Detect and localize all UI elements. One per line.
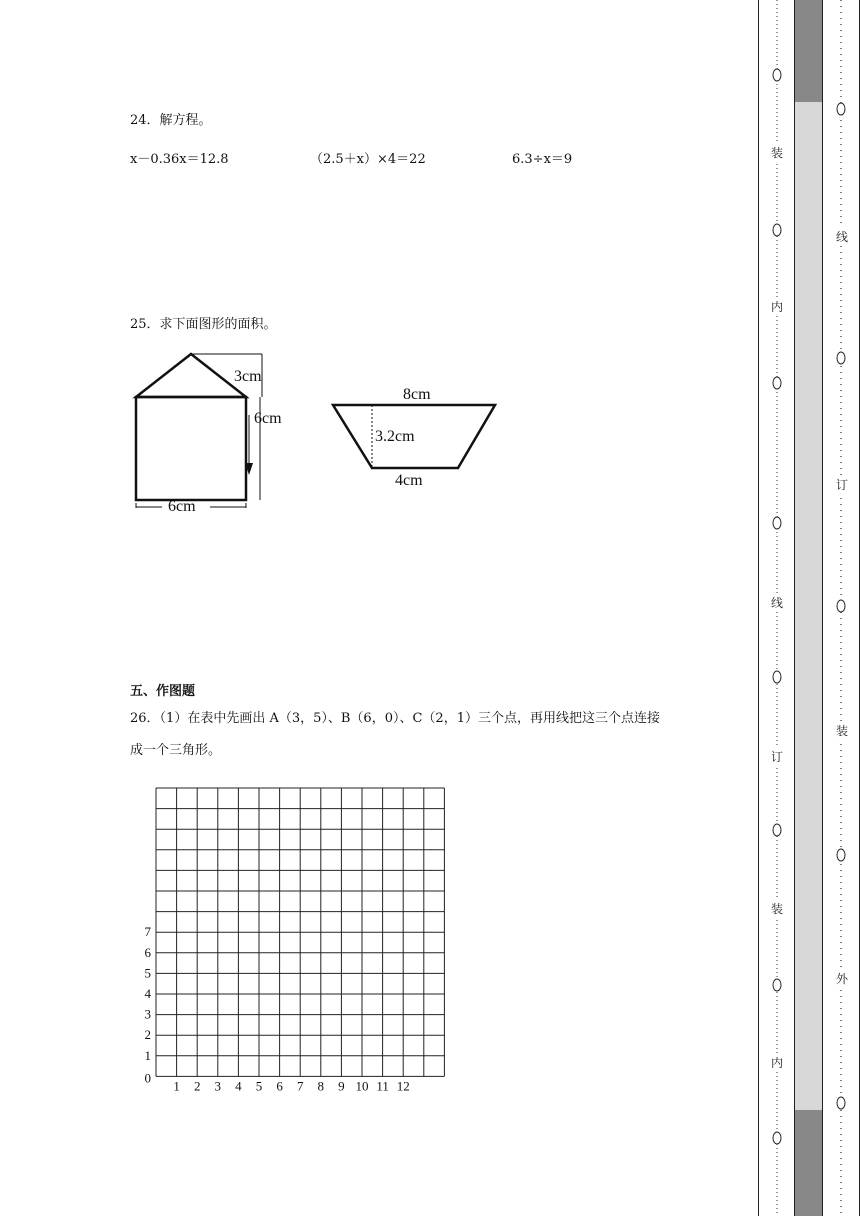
inner-char-4: 订 xyxy=(771,750,784,764)
inner-char-6: 内 xyxy=(771,1056,784,1070)
x-tick-label: 7 xyxy=(296,1078,304,1094)
y-tick-label: 7 xyxy=(144,924,151,940)
q24-equation-1: x－0.36x＝12.8 xyxy=(130,152,229,167)
x-tick-label: 1 xyxy=(173,1078,180,1094)
q24-equation-2: （2.5＋x）×4＝22 xyxy=(310,152,426,167)
inner-char-5: 装 xyxy=(771,902,784,916)
y-tick-label: 1 xyxy=(144,1047,151,1063)
trapezoid-height-label: 3.2cm xyxy=(375,428,415,445)
y-tick-label: 0 xyxy=(144,1070,151,1086)
inner-char-3: 线 xyxy=(771,596,784,610)
q25-title: 25．求下面图形的面积。 xyxy=(130,317,277,332)
y-tick-label: 5 xyxy=(144,965,151,981)
margin-strip-middle xyxy=(795,102,822,1110)
x-tick-label: 3 xyxy=(214,1078,222,1094)
coordinate-grid xyxy=(130,780,460,1100)
q26-line-1: 26．（1）在表中先画出 A（3，5）、B（6，0）、C（2，1）三个点，再用线把这三个点连接 xyxy=(130,711,660,726)
y-tick-label: 6 xyxy=(144,944,151,960)
margin-border-left xyxy=(758,0,759,1216)
x-tick-label: 8 xyxy=(317,1078,325,1094)
margin-strip-bottom xyxy=(795,1110,822,1216)
margin-divider-2 xyxy=(822,0,823,1216)
trapezoid-top-label: 8cm xyxy=(403,386,431,403)
y-tick-label: 2 xyxy=(144,1027,151,1043)
figure-trapezoid xyxy=(325,380,505,490)
outer-char-4: 外 xyxy=(836,972,849,986)
margin-strip-top xyxy=(795,0,822,102)
inner-char-2: 内 xyxy=(771,300,784,314)
x-tick-label: 12 xyxy=(396,1078,410,1094)
x-tick-label: 2 xyxy=(193,1078,201,1094)
x-tick-label: 6 xyxy=(276,1078,283,1094)
figure-house-shape xyxy=(120,345,310,520)
triangle-height-label: 3cm xyxy=(234,368,262,385)
inner-char-1: 装 xyxy=(771,146,784,160)
y-tick-label: 4 xyxy=(144,986,151,1001)
x-tick-label: 5 xyxy=(255,1078,263,1094)
x-tick-label: 4 xyxy=(235,1078,242,1094)
side-label: 6cm xyxy=(254,410,282,427)
binding-margin xyxy=(758,0,860,1216)
x-tick-label: 10 xyxy=(355,1078,369,1094)
q26-line-2: 成一个三角形。 xyxy=(130,743,222,758)
base-label: 6cm xyxy=(168,498,196,515)
section-title: 五、作图题 xyxy=(130,684,196,699)
outer-char-1: 线 xyxy=(836,230,849,244)
outer-dotted-line xyxy=(832,0,852,1216)
q24-equation-3: 6.3÷x＝9 xyxy=(512,152,573,167)
outer-char-3: 装 xyxy=(836,724,849,738)
q24-title: 24．解方程。 xyxy=(130,113,212,128)
x-tick-label: 9 xyxy=(338,1078,345,1094)
x-tick-label: 11 xyxy=(376,1078,389,1094)
outer-char-2: 订 xyxy=(836,478,849,492)
y-tick-label: 3 xyxy=(144,1006,151,1022)
trapezoid-bottom-label: 4cm xyxy=(395,472,423,489)
